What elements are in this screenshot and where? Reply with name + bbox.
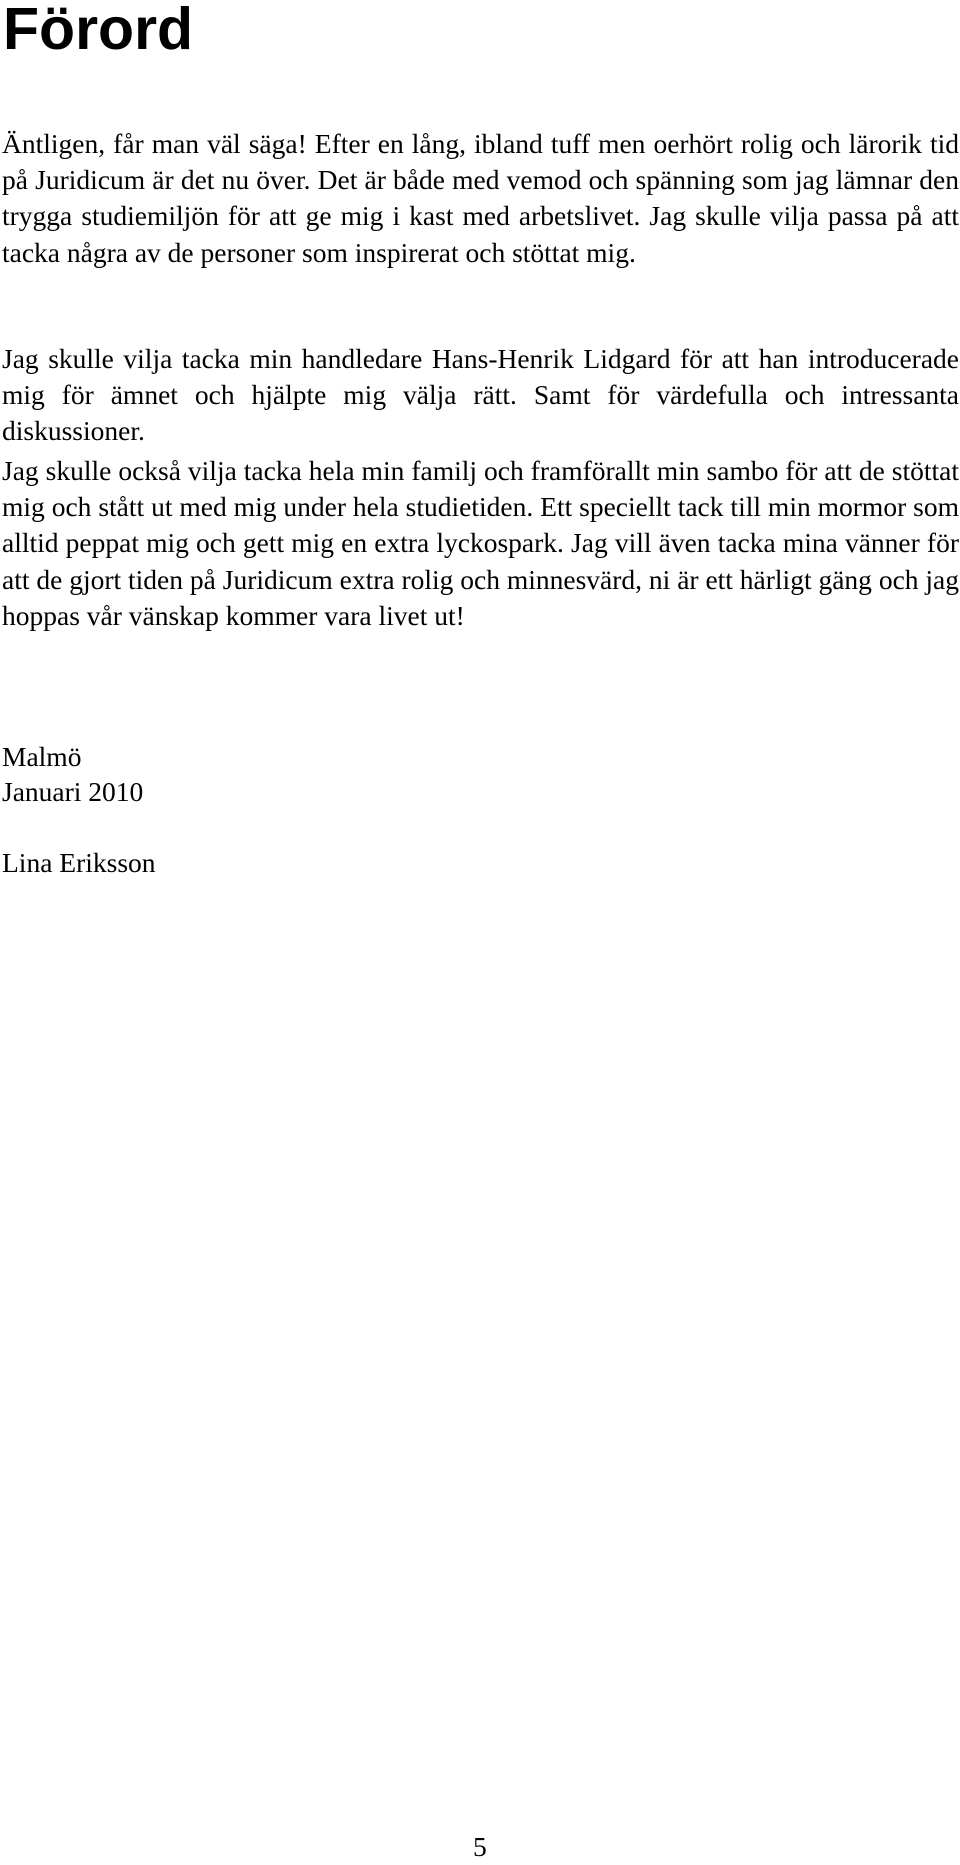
- signature-place: Malmö: [2, 741, 82, 772]
- page-title: Förord: [3, 0, 194, 62]
- signature-date: Januari 2010: [2, 776, 144, 807]
- page-number: 5: [473, 1831, 487, 1862]
- paragraph-intro: Äntligen, får man väl säga! Efter en lång, ibland tuff men oerhört rolig och lärorik tid på Juridicum är det nu över. Det är både med vemod och spänning som jag lämnar den trygga studiemiljön för att ge mig i kast med arbetslivet. Jag skulle vilja passa på att tacka några av de personer som inspirerat och stöttat mig.: [2, 128, 959, 268]
- signature-author: Lina Eriksson: [2, 847, 156, 878]
- paragraph-family-friends: Jag skulle också vilja tacka hela min familj och framförallt min sambo för att de stöttat mig och stått ut med mig under hela studietiden. Ett speciellt tack till min mormor som alltid peppat mig och gett mig en extra lyckospark. Jag vill även tacka mina vänner för att de gjort tiden på Juridicum extra rolig och minnesvärd, ni är ett härligt gäng och jag hoppas vår vänskap kommer vara livet ut!: [2, 455, 959, 631]
- paragraph-supervisor: Jag skulle vilja tacka min handledare Hans-Henrik Lidgard för att han introducerade mig för ämnet och hjälpte mig välja rätt. Samt för värdefulla och intressanta diskussioner.: [2, 343, 959, 447]
